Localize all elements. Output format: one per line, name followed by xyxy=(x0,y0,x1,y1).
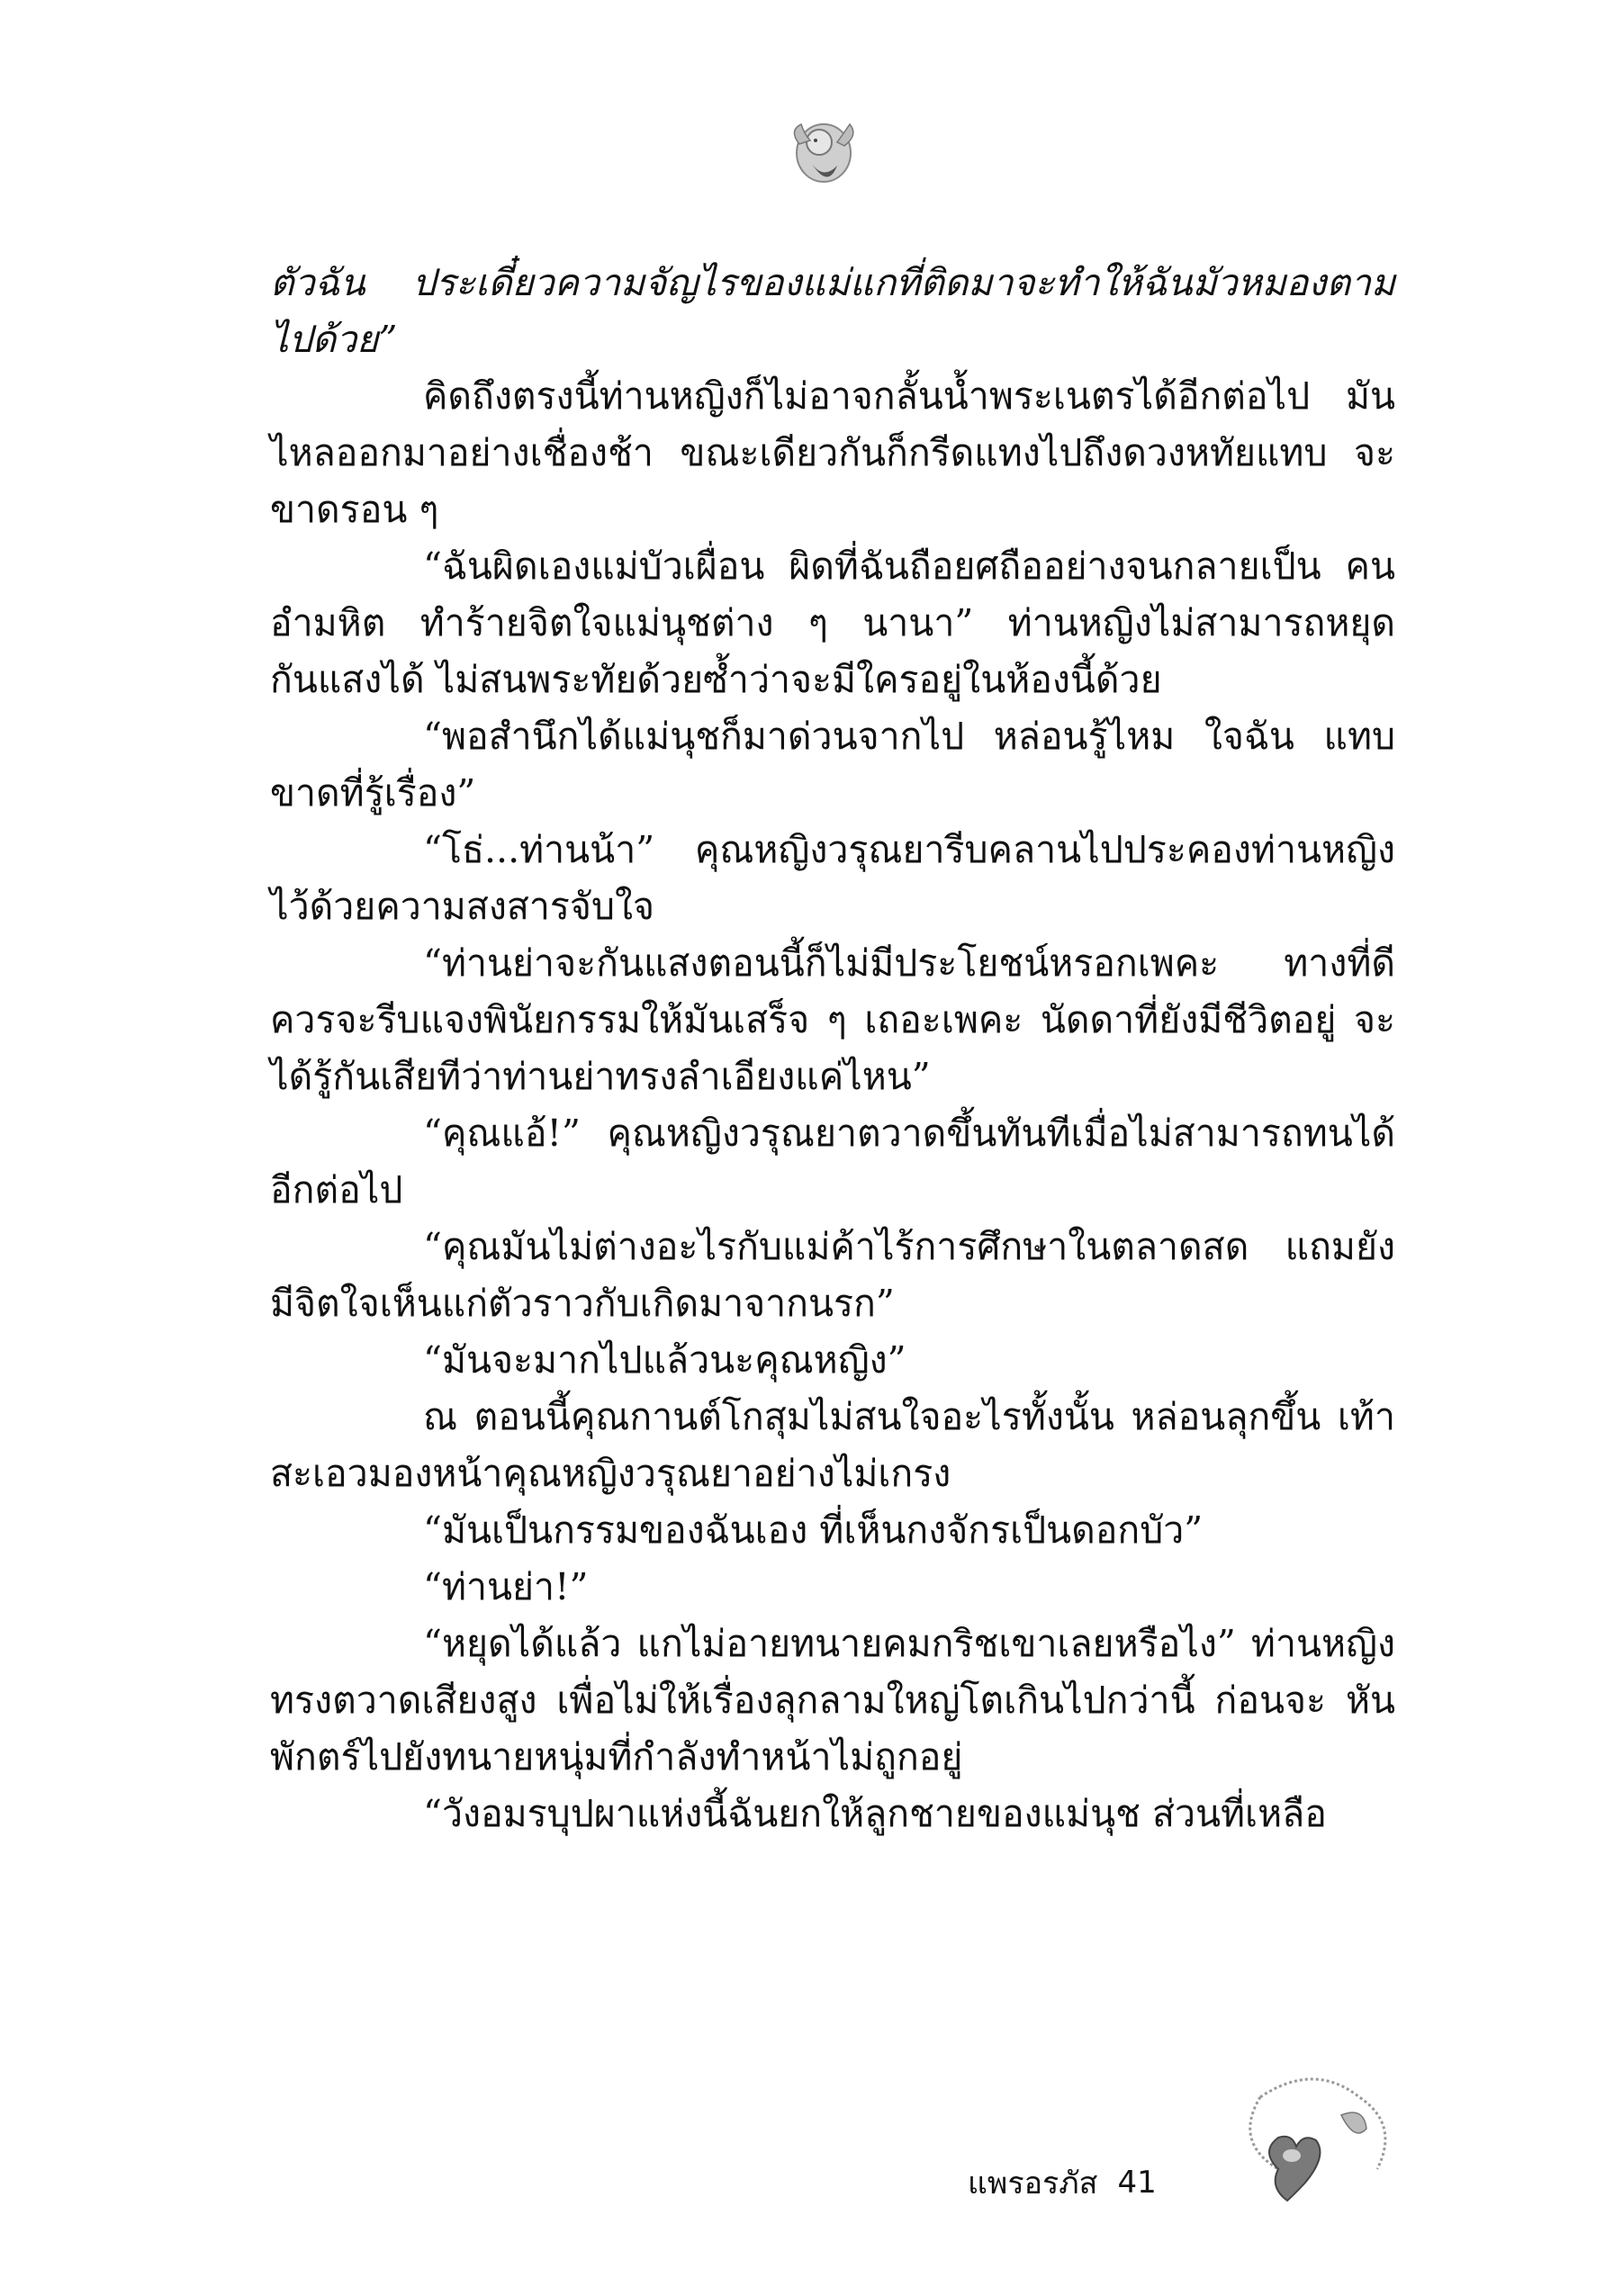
paragraph: “คุณมันไม่ต่างอะไรกับแม่ค้าไร้การศึกษาในตลาดสด แถมยัง มีจิตใจเห็นแก่ตัวราวกับเกิดมาจากนรก” xyxy=(270,1225,1395,1325)
book-title: แพรอรภัส xyxy=(968,2165,1098,2201)
paragraph: คิดถึงตรงนี้ท่านหญิงก็ไม่อาจกลั้นน้ำพระเนตรได้อีกต่อไป มันไหลออกมาอย่างเชื่องช้า ขณะเดียวกันก็กรีดแทงไปถึงดวงหทัยแทบ จะขาดรอน ๆ xyxy=(270,374,1395,531)
paragraph: “มันเป็นกรรมของฉันเอง ที่เห็นกงจักรเป็นดอกบัว” xyxy=(423,1508,1204,1552)
paragraph: “วังอมรบุปผาแห่งนี้ฉันยกให้ลูกชายของแม่นุช ส่วนที่เหลือ xyxy=(423,1792,1327,1835)
paragraph: “โธ่...ท่านน้า” คุณหญิงวรุณยารีบคลานไปประคองท่านหญิง ไว้ด้วยความสงสารจับใจ xyxy=(270,828,1395,928)
paragraph: “ท่านย่า!” xyxy=(423,1565,589,1608)
page-footer xyxy=(968,2156,1157,2210)
paragraph: “ท่านย่าจะกันแสงตอนนี้ก็ไม่มีประโยชน์หรอกเพคะ ทางที่ดี ควรจะรีบแจงพินัยกรรมให้มันเสร็จ ๆ เถอะเพคะ นัดดาที่ยังมีชีวิตอยู่ จะได้รู้กันเสียทีว่าท่านย่าทรงลำเอียงแค่ไหน” xyxy=(270,941,1395,1098)
paragraph: “มันจะมากไปแล้วนะคุณหญิง” xyxy=(423,1338,906,1382)
paragraph: “หยุดได้แล้ว แกไม่อายทนายคมกริชเขาเลยหรือไง” ท่านหญิง ทรงตวาดเสียงสูง เพื่อไม่ให้เรื่องลุกลามใหญ่โตเกินไปกว่านี้ ก่อนจะ หันพักตร์ไปยังทนายหนุ่มที่กำลังทำหน้าไม่ถูกอยู่ xyxy=(270,1622,1395,1778)
page-number: 41 xyxy=(1117,2165,1157,2201)
paragraph: ตัวฉัน ประเดี๋ยวความจัญไรของแม่แกที่ติดมาจะทำให้ฉันมัวหมองตาม ไปด้วย” xyxy=(270,261,1395,361)
body-text xyxy=(270,255,1395,1842)
paragraph: “พอสำนึกได้แม่นุชก็มาด่วนจากไป หล่อนรู้ไหม ใจฉัน แทบขาดที่รู้เรื่อง” xyxy=(270,715,1395,815)
paragraph: “ฉันผิดเองแม่บัวเผื่อน ผิดที่ฉันถือยศถืออย่างจนกลายเป็น คนอำมหิต ทำร้ายจิตใจแม่นุชต่าง ๆ นานา” ท่านหญิงไม่สามารถหยุด กันแสงได้ ไม่สนพระทัยด้วยซ้ำว่าจะมีใครอยู่ในห้องนี้ด้วย xyxy=(270,545,1395,701)
cherub-ornament-icon xyxy=(783,108,864,198)
paragraph: “คุณแอ้!” คุณหญิงวรุณยาตวาดขึ้นทันทีเมื่อไม่สามารถทนได้ อีกต่อไป xyxy=(270,1112,1395,1211)
paragraph: ณ ตอนนี้คุณกานต์โกสุมไม่สนใจอะไรทั้งนั้น หล่อนลุกขึ้น เท้าสะเอวมองหน้าคุณหญิงวรุณยาอย่างไม่เกรง xyxy=(270,1395,1395,1495)
heart-pendant-necklace-icon xyxy=(1206,2061,1413,2241)
